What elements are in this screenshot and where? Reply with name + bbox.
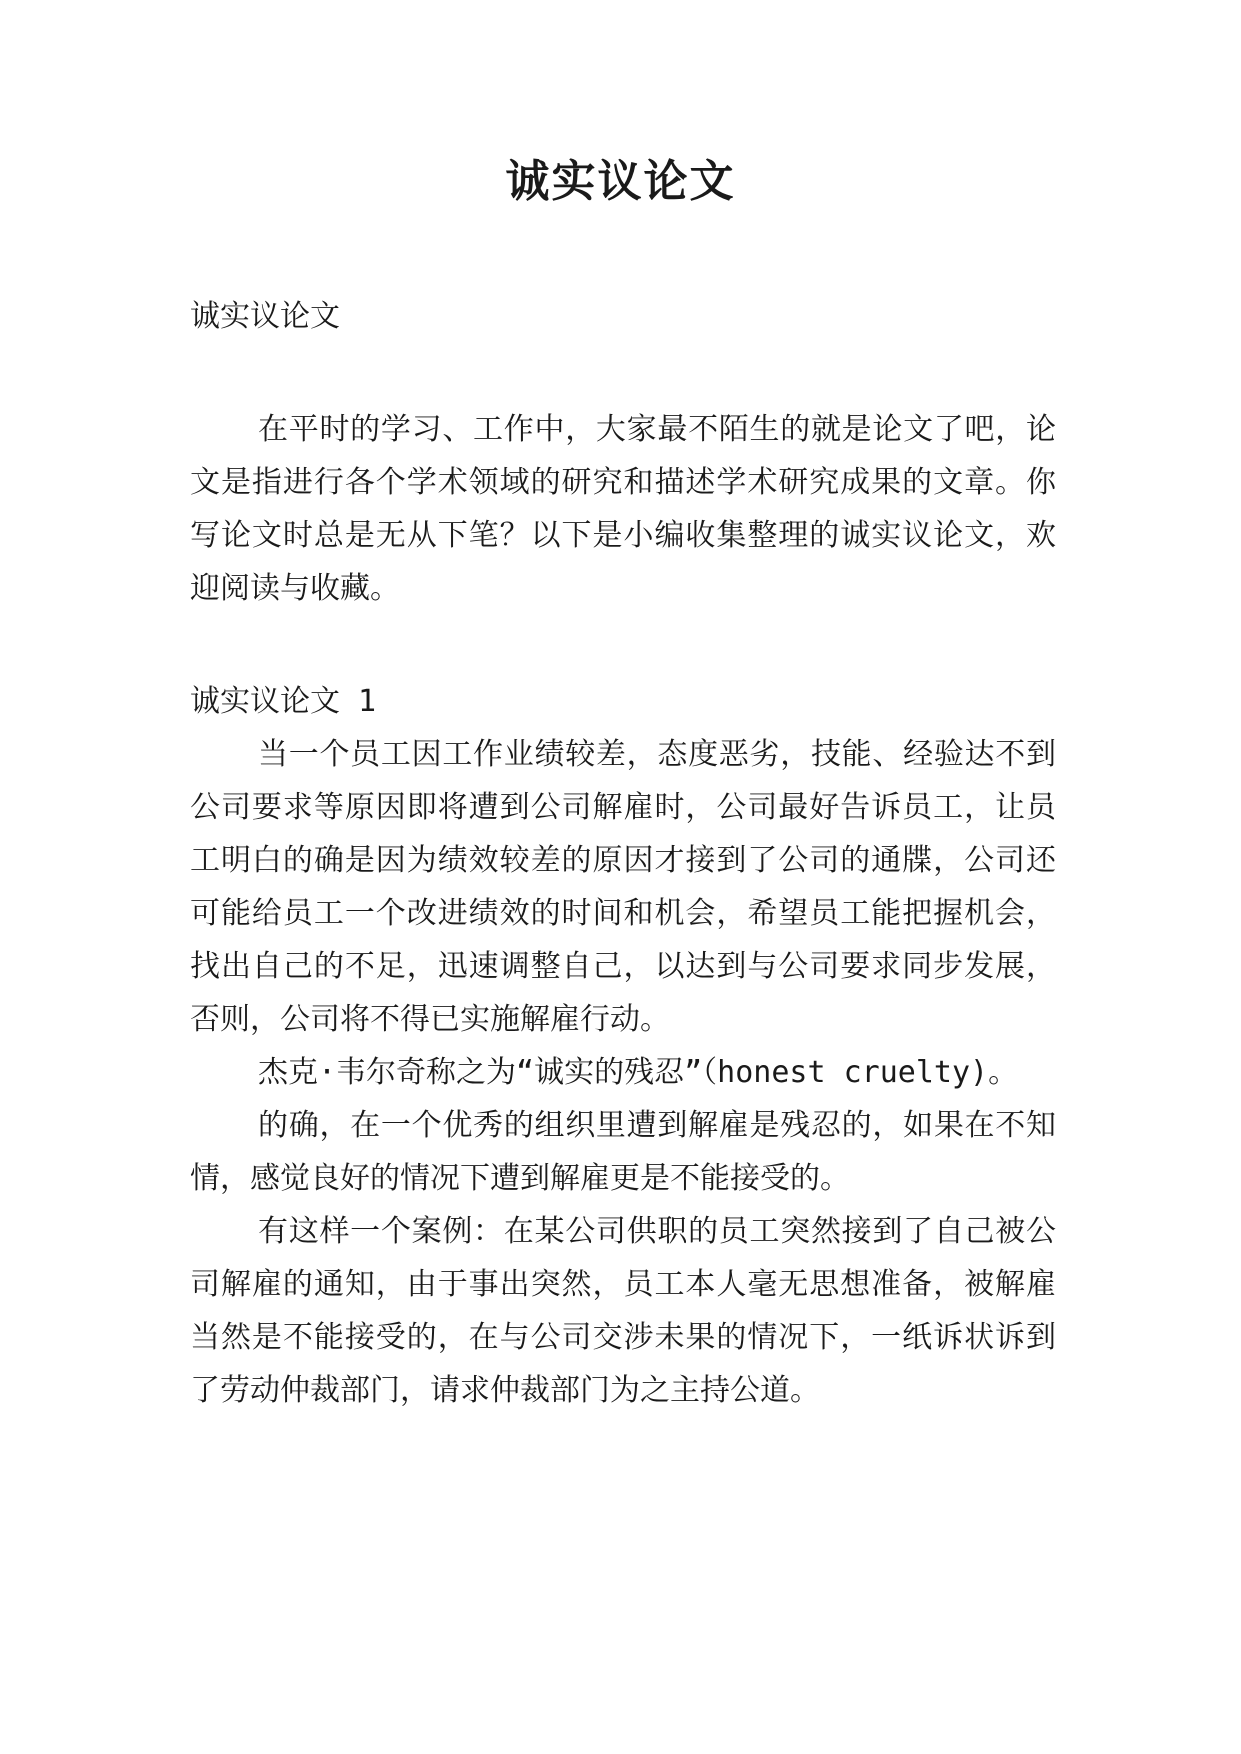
intro-paragraph: 在平时的学习、工作中，大家最不陌生的就是论文了吧，论文是指进行各个学术领域的研究和描述学术研究成果的文章。你写论文时总是无从下笔？以下是小编收集整理的诚实议论文，欢迎阅读与收藏。 <box>190 412 1056 606</box>
document-title: 诚实议论文 <box>505 156 736 207</box>
spacer <box>190 343 1056 403</box>
document-body <box>190 290 1056 1417</box>
body-paragraph: 的确，在一个优秀的组织里遭到解雇是残忍的，如果在不知情，感觉良好的情况下遭到解雇更是不能接受的。 <box>190 1108 1056 1196</box>
body-paragraph: 有这样一个案例：在某公司供职的员工突然接到了自己被公司解雇的通知，由于事出突然，员工本人毫无思想准备，被解雇当然是不能接受的，在与公司交涉未果的情况下，一纸诉状诉到了劳动仲裁部门，请求仲裁部门为之主持公道。 <box>190 1214 1056 1408</box>
section-heading: 诚实议论文 1 <box>190 684 377 719</box>
document-subtitle: 诚实议论文 <box>190 299 340 334</box>
spacer <box>190 615 1056 675</box>
body-paragraph: 杰克·韦尔奇称之为“诚实的残忍”（honest cruelty)。 <box>258 1055 1019 1090</box>
body-paragraph: 当一个员工因工作业绩较差，态度恶劣，技能、经验达不到公司要求等原因即将遭到公司解雇时，公司最好告诉员工，让员工明白的确是因为绩效较差的原因才接到了公司的通牒，公司还可能给员工一个改进绩效的时间和机会，希望员工能把握机会，找出自己的不足，迅速调整自己，以达到与公司要求同步发展，否则，公司将不得已实施解雇行动。 <box>190 737 1056 1037</box>
